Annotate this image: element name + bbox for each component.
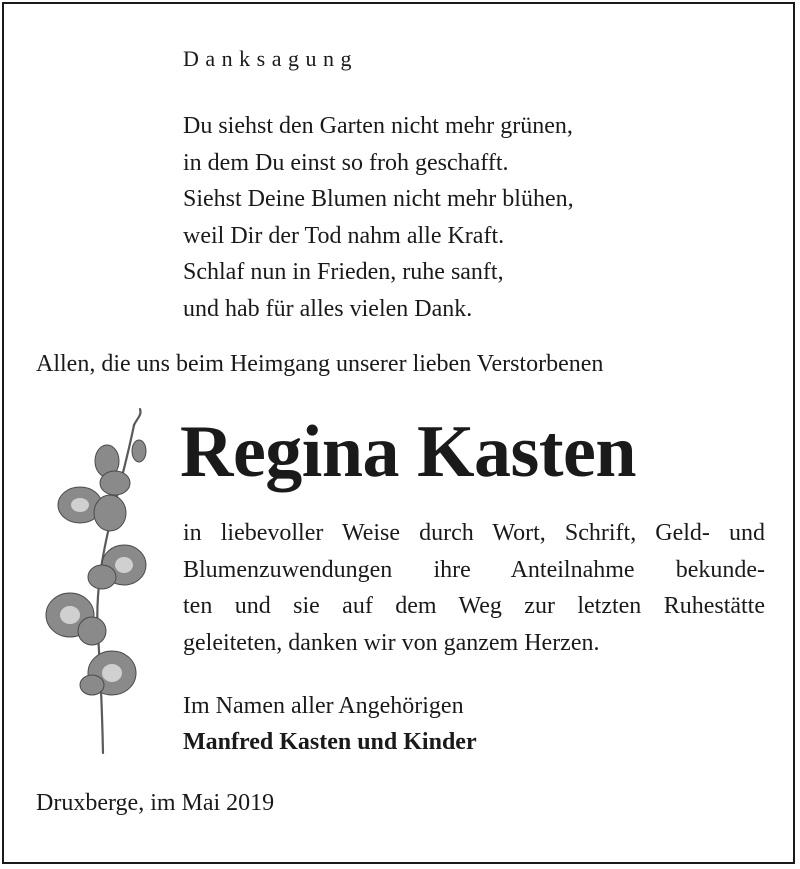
orchid-branch-icon — [40, 405, 160, 755]
poem-line: in dem Du einst so froh geschafft. — [183, 149, 509, 176]
poem-line: Du siehst den Garten nicht mehr grünen, — [183, 113, 573, 139]
poem-line: Siehst Deine Blumen nicht mehr blühen, — [183, 186, 574, 212]
poem-line: und hab für alles vielen Dank. — [183, 295, 473, 322]
notice-heading: Danksagung — [183, 46, 358, 71]
poem-line: weil Dir der Tod nahm alle Kraft. — [183, 222, 505, 249]
body-line: Blumenzuwendungen ihre Anteilnahme bekunde- — [183, 556, 765, 583]
poem — [183, 108, 574, 327]
body-line: ten und sie auf dem Weg zur letzten Ruhestätte — [183, 593, 765, 619]
body-line: geleiteten, danken wir von ganzem Herzen. — [183, 629, 600, 656]
poem-line: Schlaf nun in Frieden, ruhe sanft, — [183, 259, 504, 285]
deceased-name: Regina Kasten — [180, 411, 636, 493]
thanks-body — [183, 515, 765, 661]
signature-names: Manfred Kasten und Kinder — [183, 729, 477, 755]
body-line: in liebevoller Weise durch Wort, Schrift, Geld- und — [183, 520, 765, 546]
intro-text: Allen, die uns beim Heimgang unserer lieben Verstorbenen — [36, 351, 604, 377]
signature-intro: Im Namen aller Angehörigen — [183, 693, 464, 719]
place-date: Druxberge, im Mai 2019 — [36, 790, 275, 816]
signature-block — [183, 688, 477, 760]
